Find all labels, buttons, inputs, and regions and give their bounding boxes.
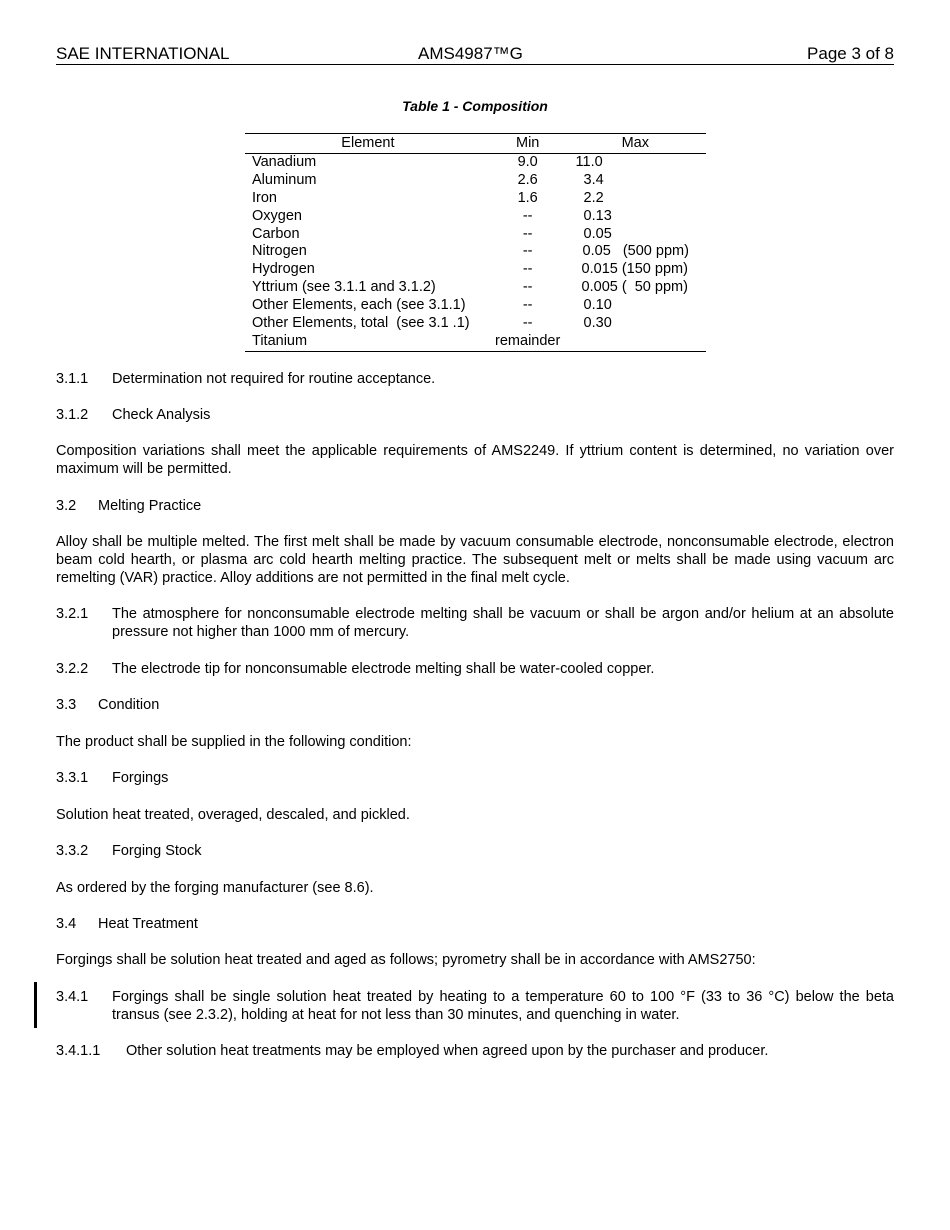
column-header-max: Max bbox=[565, 134, 706, 154]
paragraph-condition: The product shall be supplied in the following condition: bbox=[56, 734, 412, 750]
cell-element: Titanium bbox=[245, 333, 491, 351]
page-header bbox=[56, 44, 894, 65]
section-number-3-1-1: 3.1.1 bbox=[56, 371, 89, 387]
table-title: Table 1 - Composition bbox=[402, 98, 548, 114]
cell-max: 11.0 bbox=[575, 153, 603, 170]
cell-max: 0.13 bbox=[583, 207, 612, 224]
cell-element: Yttrium (see 3.1.1 and 3.1.2) bbox=[252, 279, 436, 296]
cell-element: Other Elements, each (see 3.1.1) bbox=[252, 297, 466, 314]
cell-max: 0.05 bbox=[583, 225, 612, 242]
cell-min: -- bbox=[522, 297, 533, 314]
section-heading-heat-treatment: Heat Treatment bbox=[98, 916, 198, 932]
table-row bbox=[245, 208, 706, 226]
cell-max: 2.2 bbox=[583, 189, 604, 206]
cell-max: 0.005 ( 50 ppm) bbox=[581, 279, 688, 296]
table-row bbox=[245, 315, 706, 333]
section-number-3-3-1: 3.3.1 bbox=[56, 770, 89, 786]
table-row bbox=[245, 261, 706, 279]
cell-element: Oxygen bbox=[252, 207, 302, 224]
cell-min: -- bbox=[522, 279, 533, 296]
cell-element: Nitrogen bbox=[252, 243, 307, 260]
paragraph-forgings: Solution heat treated, overaged, descaled, and pickled. bbox=[56, 807, 410, 823]
header-document-id: AMS4987™G bbox=[418, 44, 523, 63]
paragraph-melting-practice: Alloy shall be multiple melted. The first melt shall be made by vacuum consumable electrode, nonconsumable electrode, electron beam cold hearth, or plasma arc cold hearth melting practice. The subsequent melt or melts shall be made using vacuum arc remelting (VAR) practice. Alloy additions are not permitted in the final melt cycle. bbox=[56, 534, 894, 586]
cell-element: Carbon bbox=[252, 225, 300, 242]
section-number-3-2-2: 3.2.2 bbox=[56, 661, 89, 677]
section-number-3-3: 3.3 bbox=[56, 697, 77, 713]
cell-min: 1.6 bbox=[517, 189, 538, 206]
cell-element: Other Elements, total (see 3.1 .1) bbox=[252, 315, 470, 332]
section-number-3-4-1: 3.4.1 bbox=[56, 989, 89, 1005]
table-row bbox=[245, 190, 706, 208]
section-heading-forgings: Forgings bbox=[112, 770, 169, 786]
section-text-3-4-1: Forgings shall be single solution heat treated by heating to a temperature 60 to 100 °F (33 to 36 °C) below the beta transus (see 2.3.2), holding at heat for not less than 30 minutes, and quenching in water. bbox=[112, 989, 894, 1023]
section-heading-melting-practice: Melting Practice bbox=[98, 498, 202, 514]
cell-max: 0.10 bbox=[583, 297, 612, 314]
table-header-row bbox=[245, 134, 706, 154]
section-number-3-4-1-1: 3.4.1.1 bbox=[56, 1043, 101, 1059]
section-heading-check-analysis: Check Analysis bbox=[112, 407, 211, 423]
cell-max: 0.015 (150 ppm) bbox=[581, 261, 688, 278]
table-row bbox=[245, 172, 706, 190]
column-header-element: Element bbox=[245, 134, 491, 154]
section-number-3-3-2: 3.3.2 bbox=[56, 843, 89, 859]
cell-element: Iron bbox=[252, 189, 277, 206]
table-row bbox=[245, 226, 706, 244]
table-row bbox=[245, 153, 706, 171]
column-header-min: Min bbox=[491, 134, 565, 154]
section-text-3-1-1: Determination not required for routine acceptance. bbox=[112, 371, 436, 387]
paragraph-heat-treatment: Forgings shall be solution heat treated and aged as follows; pyrometry shall be in accordance with AMS2750: bbox=[56, 952, 756, 968]
section-number-3-1-2: 3.1.2 bbox=[56, 407, 89, 423]
cell-min: 9.0 bbox=[517, 153, 538, 170]
cell-min: -- bbox=[522, 261, 533, 278]
cell-element: Vanadium bbox=[252, 153, 317, 170]
section-number-3-2-1: 3.2.1 bbox=[56, 606, 89, 622]
paragraph-check-analysis: Composition variations shall meet the applicable requirements of AMS2249. If yttrium content is determined, no variation over maximum will be permitted. bbox=[56, 443, 894, 477]
cell-min: remainder bbox=[491, 333, 565, 351]
revision-change-bar bbox=[34, 982, 37, 1028]
cell-max: 0.30 bbox=[583, 315, 612, 332]
header-organization: SAE INTERNATIONAL bbox=[56, 44, 230, 63]
cell-element: Hydrogen bbox=[252, 261, 315, 278]
cell-element: Aluminum bbox=[252, 171, 317, 188]
section-heading-condition: Condition bbox=[98, 697, 160, 713]
section-number-3-4: 3.4 bbox=[56, 916, 77, 932]
cell-min: -- bbox=[522, 315, 533, 332]
table-row bbox=[245, 243, 706, 261]
section-text-3-2-2: The electrode tip for nonconsumable electrode melting shall be water-cooled copper. bbox=[112, 661, 655, 677]
section-text-3-4-1-1: Other solution heat treatments may be employed when agreed upon by the purchaser and producer. bbox=[126, 1043, 769, 1059]
cell-max: 0.05 (500 ppm) bbox=[582, 243, 689, 260]
table-row bbox=[245, 279, 706, 297]
section-heading-forging-stock: Forging Stock bbox=[112, 843, 202, 859]
cell-max: 3.4 bbox=[583, 171, 604, 188]
composition-table bbox=[245, 133, 706, 352]
cell-min: -- bbox=[522, 225, 533, 242]
paragraph-forging-stock: As ordered by the forging manufacturer (see 8.6). bbox=[56, 880, 374, 896]
section-number-3-2: 3.2 bbox=[56, 498, 77, 514]
cell-min: -- bbox=[522, 207, 533, 224]
header-page-number: Page 3 of 8 bbox=[807, 44, 894, 63]
section-text-3-2-1: The atmosphere for nonconsumable electrode melting shall be vacuum or shall be argon and/or helium at an absolute pressure not higher than 1000 mm of mercury. bbox=[112, 606, 894, 640]
table-row bbox=[245, 333, 706, 351]
cell-min: 2.6 bbox=[517, 171, 538, 188]
table-row bbox=[245, 297, 706, 315]
cell-min: -- bbox=[522, 243, 533, 260]
